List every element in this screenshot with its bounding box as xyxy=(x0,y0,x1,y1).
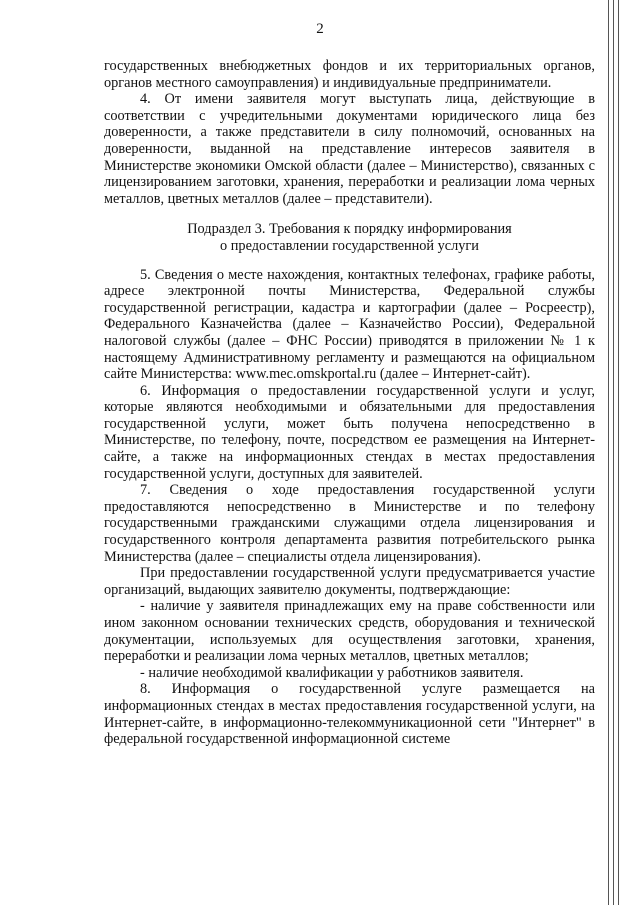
list-item: - наличие у заявителя принадлежащих ему на праве собственности или ином законном основании технических средств, оборудования и технической документации, используемых для осуществления заготовки, хранения, переработки и реализации лома черных металлов, цветных металлов; xyxy=(104,598,595,665)
page-number: 2 xyxy=(316,21,324,37)
paragraph: 4. От имени заявителя могут выступать лица, действующие в соответствии с учредительными документами юридического лица без доверенности, а также представители в силу полномочий, основанных на доверенности, выданной на представление интересов заявителя в Министерстве экономики Омской области (далее – Министерство), связанных с лицензированием заготовки, хранения, переработки и реализации лома черных металлов, цветных металлов (далее – представители). xyxy=(104,91,595,207)
page-edge-line xyxy=(613,0,614,905)
paragraph: 7. Сведения о ходе предоставления государственной услуги предоставляются непосредственно в Министерстве и по телефону государственными гражданскими служащими отдела лицензирования и государственного контроля департамента развития потребительского рынка Министерства (далее – специалисты отдела лицензирования). xyxy=(104,482,595,565)
page-edge-line xyxy=(608,0,609,905)
paragraph: При предоставлении государственной услуги предусматривается участие организаций, выдающих заявителю документы, подтверждающие: xyxy=(104,565,595,598)
paragraph: 6. Информация о предоставлении государственной услуги и услуг, которые являются необходимыми и обязательными для предоставления государственной услуги, может быть получена непосредственно в Министерстве, по телефону, почте, посредством ее размещения на Интернет-сайте, а также на информационных стендах в местах предоставления государственной услуги, доступных для заявителей. xyxy=(104,382,595,482)
list-item: - наличие необходимой квалификации у работников заявителя. xyxy=(140,664,524,681)
paragraph: государственных внебюджетных фондов и их территориальных органов, органов местного самоуправления) и индивидуальные предприниматели. xyxy=(104,58,595,91)
heading-line: Подраздел 3. Требования к порядку информирования xyxy=(187,221,512,238)
paragraph: 8. Информация о государственной услуге размещается на информационных стендах в местах предоставления государственной услуги, на Интернет-сайте, в информационно-телекоммуникационной сети "Интернет" в федеральной государственной информационной системе xyxy=(104,681,595,748)
page-edge-line xyxy=(618,0,619,905)
heading-line: о предоставлении государственной услуги xyxy=(220,237,479,254)
paragraph: 5. Сведения о месте нахождения, контактных телефонах, графике работы, адресе электронной почты Министерства, Федеральной службы государственной регистрации, кадастра и картографии (далее – Росреестр), Федерального Казначейства (далее – Казначейство России), Федеральной налоговой службы (далее – ФНС России) приводятся в приложении № 1 к настоящему Административному регламенту и размещаются на официальном сайте Министерства: www.mec.omskportal.ru (далее – Интернет-сайт). xyxy=(104,266,595,383)
section-heading xyxy=(104,221,595,254)
document-body xyxy=(104,58,595,748)
